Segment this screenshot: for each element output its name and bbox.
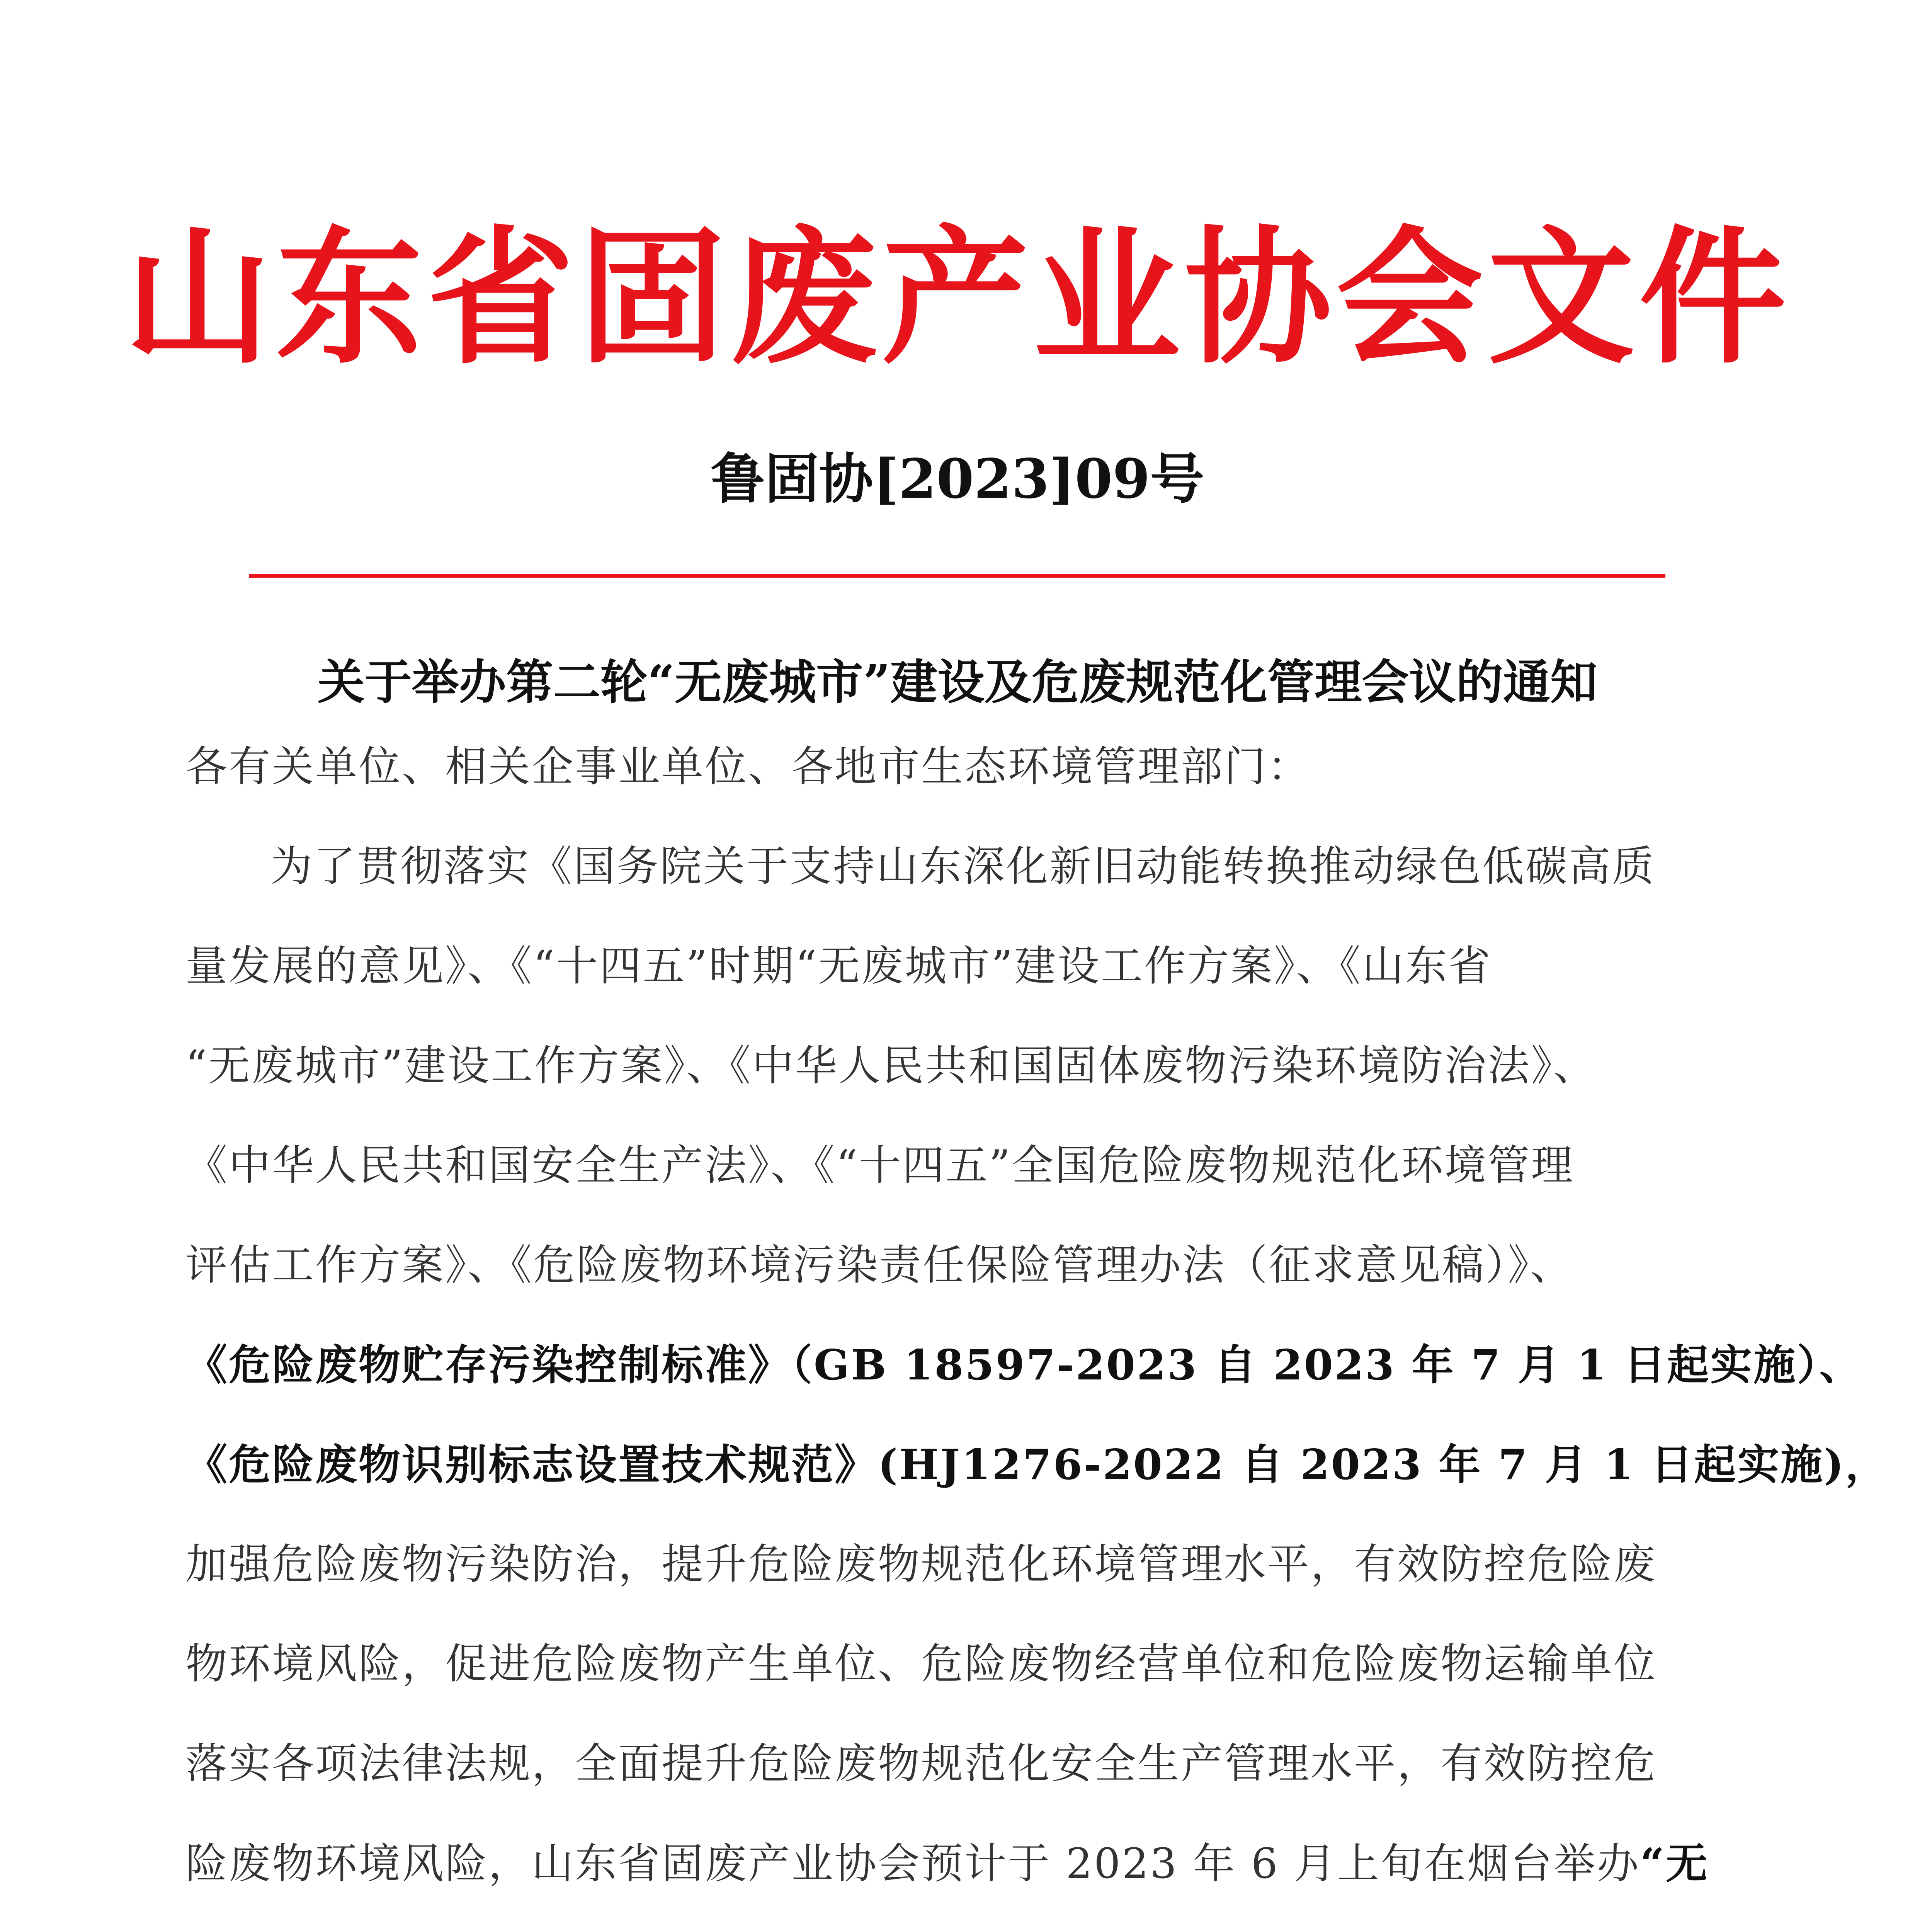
body-line-11-bold: “无: [1640, 1839, 1709, 1888]
body-line-4: 《中华人民共和国安全生产法》、《“十四五”全国危险废物规范化环境管理: [185, 1141, 1575, 1190]
document-number: 鲁固协[2023]09号: [711, 447, 1204, 511]
notice-title: 关于举办第二轮“无废城市”建设及危废规范化管理会议的通知: [317, 654, 1598, 710]
document-header-title: 山东省固废产业协会文件: [124, 211, 1791, 384]
body-line-3: “无废城市”建设工作方案》、《中华人民共和国固体废物污染环境防治法》、: [185, 1042, 1597, 1090]
body-line-11: [185, 1838, 1709, 1889]
body-line-1: 为了贯彻落实《国务院关于支持山东深化新旧动能转换推动绿色低碳高质: [270, 842, 1656, 891]
body-line-11-text: 险废物环境风险，山东省固废产业协会预计于 2023 年 6 月上旬在烟台举办: [185, 1840, 1640, 1888]
body-line-7: 《危险废物识别标志设置技术规范》(HJ1276-2022 自 2023 年 7 月 1 日起实施)，: [185, 1440, 1889, 1489]
header-divider: [249, 574, 1665, 578]
body-line-8: 加强危险废物污染防治，提升危险废物规范化环境管理水平，有效防控危险废: [185, 1540, 1657, 1588]
body-line-5: 评估工作方案》、《危险废物环境污染责任保险管理办法（征求意见稿）》、: [185, 1241, 1574, 1289]
body-line-9: 物环境风险，促进危险废物产生单位、危险废物经营单位和危险废物运输单位: [185, 1640, 1657, 1688]
body-line-2: 量发展的意见》、《“十四五”时期“无废城市”建设工作方案》、《山东省: [185, 942, 1492, 990]
salutation: 各有关单位、相关企事业单位、各地市生态环境管理部门：: [185, 743, 1311, 791]
body-line-10: 落实各项法律法规，全面提升危险废物规范化安全生产管理水平，有效防控危: [185, 1740, 1657, 1788]
body-line-6: 《危险废物贮存污染控制标准》（GB 18597-2023 自 2023 年 7 月 1 日起实施）、: [185, 1341, 1863, 1389]
